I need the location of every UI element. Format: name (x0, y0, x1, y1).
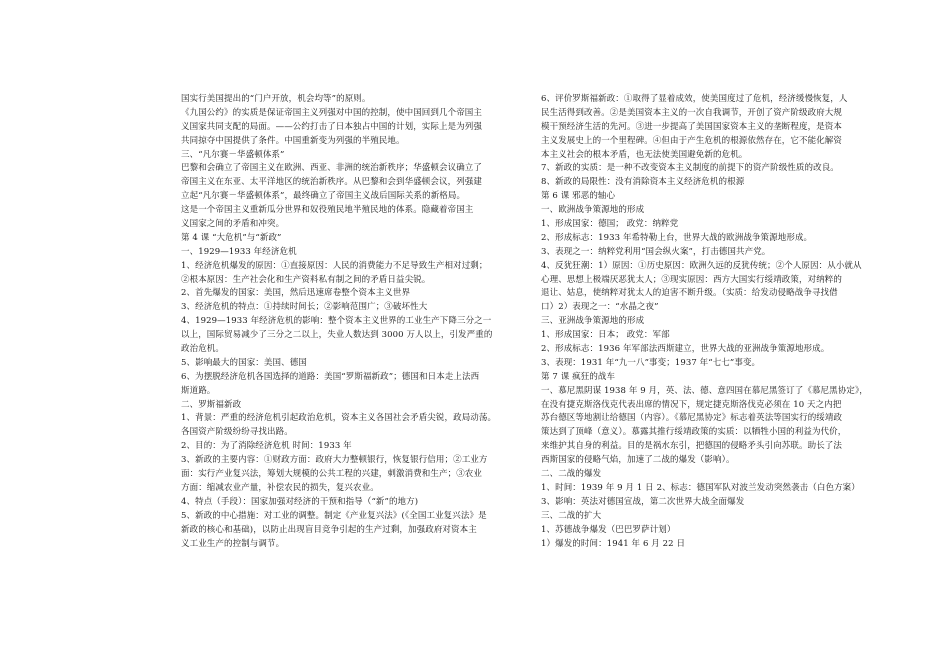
text-line: 以上，国际贸易减少了三分之二以上，失业人数达到 3000 万人以上，引发严重的 (181, 330, 493, 341)
text-line: 策达到了顶峰（意义）。慕露其推行绥靖政策的实质：以牺牲小国的利益为代价， (541, 427, 847, 438)
text-line: 6、评价罗斯福新政：①取得了显着成效，使美国度过了危机，经济缓慢恢复，人 (541, 94, 848, 104)
text-line: 在没有捷克斯洛伐克代表出席的情况下，规定捷克斯洛伐克必须在 10 天之内把 (541, 399, 842, 410)
text-line: 3、新政的主要内容：①财政方面：政府大力整顿银行，恢复银行信用；②工业方 (181, 455, 488, 466)
text-line: 面：实行产业复兴法，筹划大规模的公共工程的兴建，刺激消费和生产；③农业 (181, 469, 483, 480)
text-line: 方面：缩减农业产量，补偿农民的损失，复兴农业。 (181, 482, 379, 493)
text-line: 义工业生产的控制与调节。 (181, 538, 285, 549)
text-line: 8、新政的局限性：没有消除资本主义经济危机的根源 (541, 177, 745, 188)
text-line: 三、“凡尔赛－华盛顿体系” (181, 149, 285, 160)
text-line: 模干预经济生活的先河。③进一步提高了美国国家资本主义的垄断程度，是资本 (541, 121, 843, 132)
text-line: 一、欧洲战争策源地的形成 (541, 205, 645, 216)
text-line: 第 7 课 疯狂的战车 (541, 371, 616, 382)
text-line: 新政的核心和基础)，以防止出现盲目竞争引起的生产过剩，加强政府对资本主 (181, 524, 477, 535)
text-line: 西斯国家的侵略气焰，加速了二战的爆发（影响）。 (541, 455, 735, 466)
text-line: 主义发展史上的一个里程碑。④但由于产生危机的根源依然存在，它不能化解资 (541, 135, 843, 146)
text-line: 4、反犹狂潮：1）原因：①历史原因：欧洲久远的反犹传统；②个人原因：从小就从 (541, 260, 862, 271)
text-line: 5、新政的中心措施：对工业的调整。制定《产业复兴法》(《全国工业复兴法》是 (181, 510, 487, 521)
text-line: 义国家之间的矛盾和冲突。 (181, 219, 285, 230)
text-line: 这是一个帝国主义重新瓜分世界和奴役殖民地半殖民地的体系。隐藏着帝国主 (181, 205, 474, 216)
text-line: 1、背景：严重的经济危机引起政治危机，资本主义各国社会矛盾尖锐，政局动荡。 (181, 413, 497, 424)
text-line: 来维护其自身的利益。目的是祸水东引，把德国的侵略矛头引向苏联。助长了法 (541, 441, 843, 452)
text-line: 本主义社会的根本矛盾，也无法使美国避免新的危机。 (541, 149, 748, 160)
text-line: 3、表现：1931 年“九一八”事变；1937 年“七七”事变。 (541, 357, 761, 368)
text-line: 1、形成国家：日本； 政党：军部 (541, 330, 670, 341)
text-line: 立起“凡尔赛－华盛顿体系”，最终确立了帝国主义战后国际关系的新格局。 (181, 191, 466, 202)
text-line: 二、二战的爆发 (541, 469, 602, 480)
text-line: 3、经济危机的特点：①持续时间长；②影响范围广；③破坏性大 (181, 302, 428, 313)
text-line: 三、二战的扩大 (541, 510, 602, 521)
text-line: 退让、姑息，使纳粹对犹太人的迫害不断升级。（实质：给发动侵略战争寻找借 (541, 288, 838, 299)
text-line: 4、特点（手段）：国家加强对经济的干预和指导（“新”的地方) (181, 496, 419, 507)
text-line: 一、慕尼黑阴谋 1938 年 9 月，英、法、德、意四国在慕尼黑签订了《慕尼黑协定》， (541, 385, 868, 396)
text-line: 3、影响：英法对德国宣战，第二次世界大战全面爆发 (541, 496, 745, 507)
left-text-column (181, 93, 521, 551)
text-line: 三、亚洲战争策源地的形成 (541, 316, 645, 327)
text-line: 第 4 课 “大危机”与“新政” (181, 232, 282, 243)
text-line: 巴黎和会确立了帝国主义在欧洲、西亚、非洲的统治新秩序；华盛顿会议确立了 (181, 163, 483, 174)
text-line: 国实行美国提出的“门户开放，机会均等”的原则。 (181, 94, 371, 104)
text-line: 共同掠夺中国提供了条件。中国重新变为列强的半殖民地。 (181, 135, 405, 146)
text-line: 4、1929—1933 年经济危机的影响：整个资本主义世界的工业生产下降三分之一 (181, 316, 492, 327)
text-line: 1、经济危机爆发的原因：①直接原因：人民的消费能力不足导致生产相对过剩； (181, 260, 488, 271)
text-line: ②根本原因：生产社会化和生产资料私有制之间的矛盾日益尖锐。 (181, 274, 431, 285)
right-text-column (541, 93, 886, 551)
text-line: 7、新政的实质：是一种不改变资本主义制度的前提下的资产阶级性质的改良。 (541, 163, 839, 174)
text-line: 2、形成标志：1933 年希特勒上台，世界大战的欧洲战争策源地形成。 (541, 232, 813, 243)
text-line: 1、苏德战争爆发（巴巴罗萨计划） (541, 524, 676, 535)
text-line: 1）爆发的时间：1941 年 6 月 22 日 (541, 538, 686, 549)
text-line: 《九国公约》的实质是保证帝国主义列强对中国的控制，使中国回到几个帝国主 (181, 107, 483, 118)
text-line: 民生活得到改善。②是美国资本主义的一次自我调节，开创了资产阶级政府大规 (541, 107, 843, 118)
text-line: 1、时间：1939 年 9 月 1 日 2、标志：德国军队对波兰发动突然袭击（白色方案） (541, 482, 860, 493)
text-line: 1、形成国家：德国； 政党：纳粹党 (541, 219, 679, 230)
text-line: 各国资产阶级纷纷寻找出路。 (181, 427, 293, 438)
text-line: 帝国主义在东亚、太平洋地区的统治新秩序。从巴黎和会到华盛顿会议，列强建 (181, 177, 483, 188)
text-line: 苏台德区等地割让给德国（内容）。《慕尼黑协定》标志着英法等国实行的绥靖政 (541, 413, 843, 424)
text-line: 一、1929—1933 年经济危机 (181, 246, 297, 257)
text-line: 3、表现之一：纳粹党利用“国会纵火案”，打击德国共产党。 (541, 246, 771, 257)
text-line: 2、形成标志：1936 年军部法西斯建立，世界大战的亚洲战争策源地形成。 (541, 344, 830, 355)
text-line: 2、目的：为了消除经济危机 时间：1933 年 (181, 441, 352, 452)
text-line: 二、罗斯福新政 (181, 399, 242, 410)
text-line: 义国家共同支配的局面。——公约打击了日本独占中国的计划，实际上是为列强 (181, 121, 483, 132)
text-line: 口）2）表现之一：“水晶之夜” (541, 302, 659, 313)
text-line: 心理、思想上极端厌恶犹太人；③现实原因：西方大国实行绥靖政策，对纳粹的 (541, 274, 843, 285)
text-line: 政治危机。 (181, 344, 225, 355)
text-line: 6、为摆脱经济危机各国选择的道路：美国“罗斯福新政”；德国和日本走上法西 (181, 371, 480, 382)
text-line: 斯道路。 (181, 385, 216, 396)
text-line: 2、首先爆发的国家：美国，然后迅速席卷整个资本主义世界 (181, 288, 411, 299)
text-line: 第 6 课 邪恶的轴心 (541, 191, 616, 202)
text-line: 5、影响最大的国家：美国、德国 (181, 357, 307, 368)
